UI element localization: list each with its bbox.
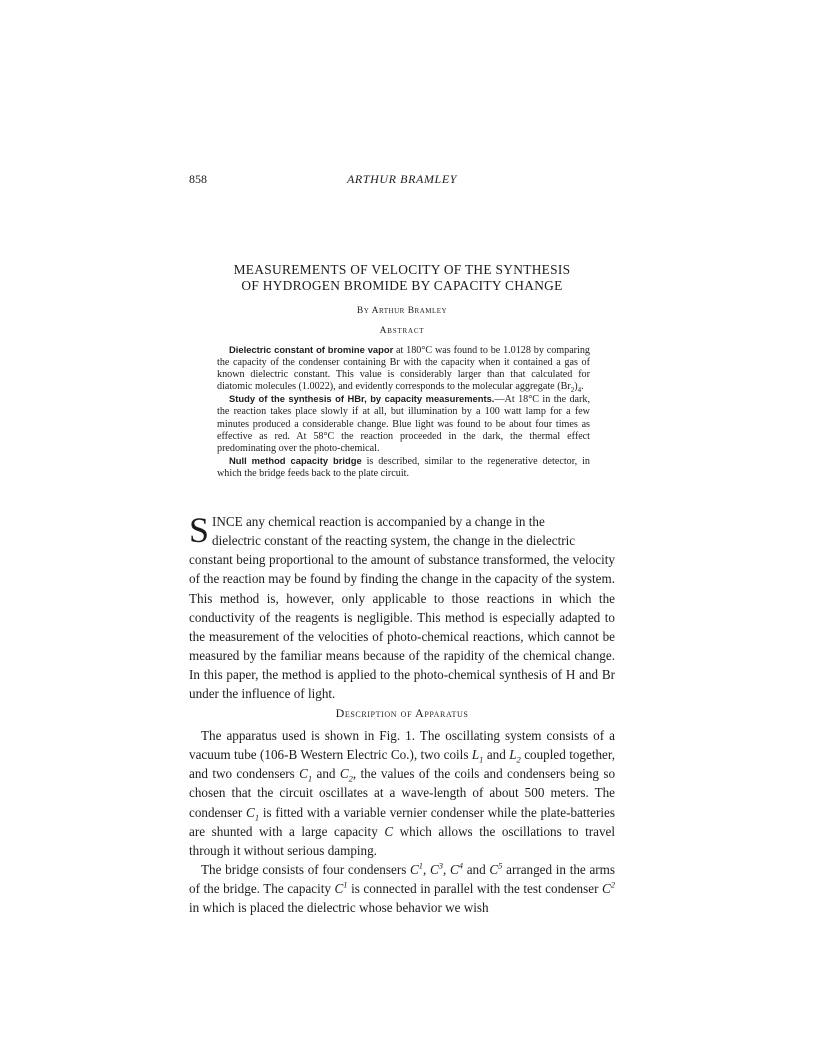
text: The bridge consists of four condensers	[201, 862, 411, 878]
symbol-letter: C	[489, 862, 499, 878]
abstract-paragraph-synthesis	[217, 393, 590, 454]
intro-paragraph	[189, 512, 615, 704]
symbol-letter: C	[430, 862, 439, 878]
abstract-heading: Abstract	[379, 326, 425, 336]
symbol-letter: L	[509, 747, 517, 763]
running-title: ARTHUR BRAMLEY	[346, 172, 458, 186]
abstract-text-dielectric: at 180°C was found to be 1.0128 by comparing the capacity of the condenser containing Br with the capacity when it contained a gas of known dielectric constant. This value is considerably larger than that calculated for diatomic molecules (1.0022), and evidently corresponds to the molecular aggregate (Br	[217, 345, 590, 393]
superscript: 2	[610, 879, 615, 890]
abstract-lead-synthesis: Study of the synthesis of HBr, by capacity measurements.	[229, 393, 495, 405]
article-title	[189, 262, 615, 294]
subscript: 1	[307, 773, 313, 784]
abstract-lead-dielectric: Dielectric constant of bromine vapor	[229, 344, 394, 355]
subscript: 2	[516, 754, 521, 765]
apparatus-paragraph-2	[189, 860, 615, 917]
symbol	[246, 804, 260, 823]
abstract-paragraph-dielectric	[217, 344, 590, 393]
subscript: 1	[254, 812, 260, 823]
symbol	[299, 766, 313, 784]
text: coupled together, and two condensers	[189, 747, 616, 782]
symbol-letter: C	[410, 862, 419, 878]
abstract-text-bridge: is described, similar to the regenerative detector, in which the bridge feeds back to the plate circuit.	[217, 455, 590, 479]
symbol-letter: C	[450, 862, 459, 878]
introduction	[189, 512, 615, 704]
text: and	[312, 766, 340, 782]
apparatus-paragraph-1	[189, 726, 615, 860]
symbol	[509, 747, 521, 765]
intro-text: constant being proportional to the amount of substance transformed, the velocity of the reaction may be found by finding the change in the capacity of the system. This method is, however, only applicable to those reactions in which the conductivity of the reagents is negligible. This method is especially adapted to the measurement of the velocities of photo-chemical reactions, which cannot be measured by the familiar means because of the rapidity of the chemical change. In this paper, the method is applied to the photo-chemical synthesis of H and Br under the influence of light.	[189, 552, 615, 702]
title-line-1: MEASUREMENTS OF VELOCITY OF THE SYNTHESIS	[233, 262, 571, 277]
running-head	[189, 172, 615, 188]
abstract-lead-bridge: Null method capacity bridge	[229, 454, 362, 466]
text: and	[483, 747, 510, 763]
text: The apparatus used is shown in Fig. 1. The oscillating system consists of a vacuum tube (106-B Western Electric Co.), two coils	[189, 728, 615, 763]
byline: By Arthur Bramley	[356, 306, 448, 316]
symbol-letter: C	[601, 881, 611, 897]
subscript: 4	[577, 386, 582, 395]
abstract-paragraph-bridge	[217, 455, 590, 480]
symbol-letter: C	[299, 766, 308, 782]
text: and	[463, 862, 490, 878]
text: in which is placed the dielectric whose behavior we wish	[189, 900, 489, 916]
symbol: C	[384, 823, 394, 839]
text: , the values of the coils and condensers being so chosen that the circuit oscillates at a wave-length of about 500 meters. The condenser	[189, 766, 616, 820]
section-heading: Description of Apparatus	[335, 706, 469, 720]
subscript: 2	[570, 386, 575, 395]
text: is fitted with a variable vernier condenser while the plate-batteries are shunted with a large capacity	[189, 804, 615, 839]
text: is connected in parallel with the test condenser	[347, 881, 602, 897]
abstract-text-end: .	[581, 381, 584, 393]
abstract-text-synthesis: —At 18°C in the dark, the reaction takes place slowly if at all, but illumination by a 100 watt lamp for a few minutes produced a considerable change. Blue light was found to be about four times as effective as red. At 58°C the reaction proceeded in the dark, the thermal effect predominating over the photo-chemical.	[217, 394, 590, 454]
text: ,	[443, 862, 451, 878]
title-line-2: OF HYDROGEN BROMIDE BY CAPACITY CHANGE	[241, 278, 563, 293]
text: arranged in the arms of the bridge. The capacity	[189, 862, 615, 897]
drop-cap: S	[189, 510, 210, 550]
subscript: 1	[479, 754, 484, 765]
abstract	[217, 344, 590, 480]
symbol-letter: L	[471, 747, 480, 763]
superscript: 1	[418, 860, 424, 871]
symbol	[410, 862, 423, 877]
intro-line-1: INCE any chemical reaction is accompanied by a change in the	[212, 514, 545, 529]
text: ,	[423, 862, 431, 878]
apparatus-section	[189, 726, 615, 918]
symbol	[489, 862, 502, 877]
subscript: 2	[348, 773, 353, 784]
symbol	[430, 862, 443, 877]
intro-line-2: dielectric constant of the reacting system, the change in the dielectric	[212, 533, 576, 549]
superscript: 4	[458, 860, 464, 871]
symbol	[471, 747, 484, 765]
superscript: 3	[438, 860, 444, 871]
text: which allows the oscillations to travel through it without serious damping.	[189, 823, 615, 858]
symbol-letter: C	[339, 766, 349, 782]
superscript: 5	[498, 860, 503, 871]
symbol	[339, 766, 353, 784]
symbol-letter: C	[246, 804, 255, 820]
superscript: 1	[343, 879, 348, 890]
symbol	[602, 881, 615, 896]
page-number: 858	[189, 172, 207, 186]
symbol-letter: C	[334, 881, 344, 897]
abstract-text-paren: )	[574, 381, 578, 393]
symbol	[335, 881, 348, 896]
symbol	[450, 862, 463, 877]
